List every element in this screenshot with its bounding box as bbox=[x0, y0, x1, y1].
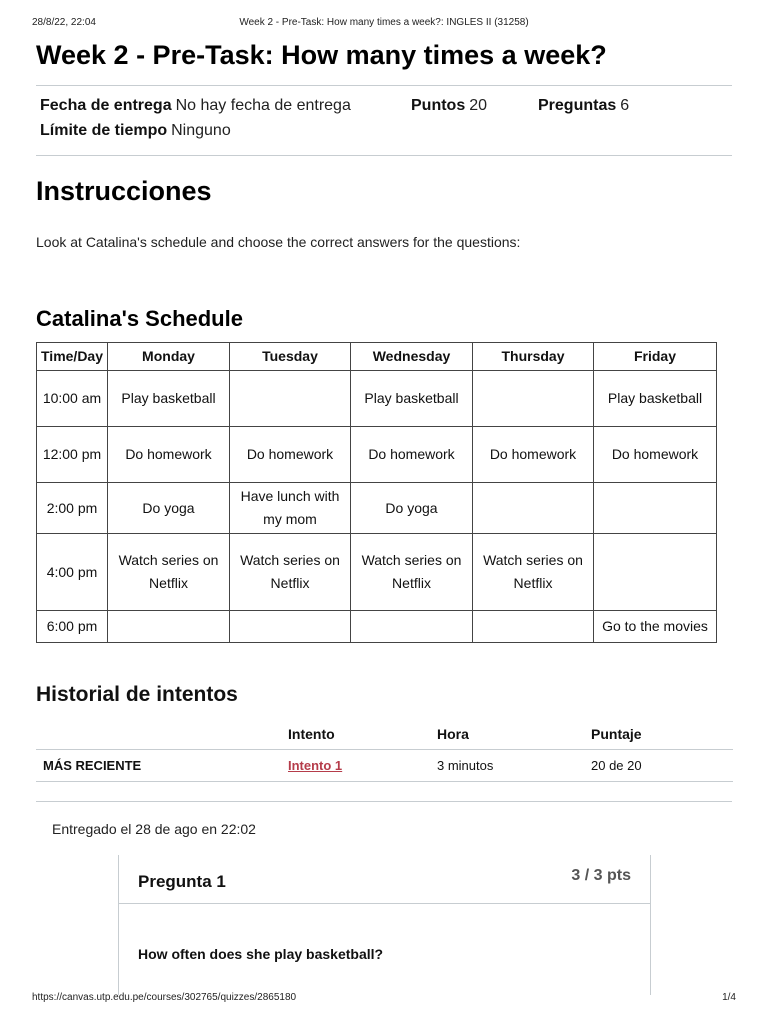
submitted-text: Entregado el 28 de ago en 22:02 bbox=[52, 821, 256, 837]
schedule-time-cell: 12:00 pm bbox=[37, 427, 108, 483]
question-card bbox=[118, 855, 651, 995]
instructions-text: Look at Catalina's schedule and choose the correct answers for the questions: bbox=[36, 234, 521, 250]
schedule-time-cell: 4:00 pm bbox=[37, 534, 108, 611]
history-header-cell: Puntaje bbox=[591, 719, 733, 749]
schedule-row bbox=[37, 611, 717, 643]
schedule-row bbox=[37, 427, 717, 483]
schedule-row bbox=[37, 534, 717, 611]
schedule-cell bbox=[594, 483, 717, 534]
schedule-time-cell: 2:00 pm bbox=[37, 483, 108, 534]
history-title: Historial de intentos bbox=[36, 683, 238, 706]
history-header-cell: Intento bbox=[288, 719, 437, 749]
schedule-cell: Watch series on Netflix bbox=[230, 534, 351, 611]
time-limit-label: Límite de tiempo bbox=[40, 122, 168, 139]
history-header-cell bbox=[36, 719, 288, 749]
print-page-number: 1/4 bbox=[722, 992, 736, 1003]
due-label: Fecha de entrega bbox=[40, 97, 172, 114]
history-header-row bbox=[36, 719, 733, 749]
print-footer bbox=[32, 992, 736, 1006]
schedule-cell bbox=[230, 611, 351, 643]
schedule-header-cell: Time/Day bbox=[37, 343, 108, 371]
schedule-cell: Play basketball bbox=[108, 371, 230, 427]
question-header bbox=[119, 855, 650, 904]
schedule-cell bbox=[473, 483, 594, 534]
divider bbox=[36, 801, 732, 802]
schedule-cell: Watch series on Netflix bbox=[351, 534, 473, 611]
question-title: Pregunta 1 bbox=[138, 872, 226, 891]
schedule-header-row bbox=[37, 343, 717, 371]
schedule-cell bbox=[351, 611, 473, 643]
divider bbox=[36, 155, 732, 156]
schedule-cell: Go to the movies bbox=[594, 611, 717, 643]
schedule-cell: Play basketball bbox=[594, 371, 717, 427]
quiz-meta-due bbox=[40, 97, 351, 115]
divider bbox=[36, 85, 732, 86]
points-value: 20 bbox=[469, 97, 488, 114]
schedule-header-cell: Monday bbox=[108, 343, 230, 371]
quiz-meta-questions bbox=[538, 97, 629, 115]
print-datetime: 28/8/22, 22:04 bbox=[32, 17, 96, 28]
schedule-row bbox=[37, 371, 717, 427]
quiz-meta-points bbox=[411, 97, 487, 115]
print-url: https://canvas.utp.edu.pe/courses/302765/quizzes/2865180 bbox=[32, 992, 297, 1003]
question-points: 3 / 3 pts bbox=[571, 867, 631, 884]
schedule-row bbox=[37, 483, 717, 534]
time-limit-value: Ninguno bbox=[171, 122, 231, 139]
schedule-time-cell: 6:00 pm bbox=[37, 611, 108, 643]
schedule-header-cell: Tuesday bbox=[230, 343, 351, 371]
attempt-cell bbox=[288, 749, 437, 781]
schedule-header-cell: Wednesday bbox=[351, 343, 473, 371]
schedule-cell bbox=[473, 611, 594, 643]
attempt-history-table bbox=[36, 719, 733, 782]
due-value: No hay fecha de entrega bbox=[175, 97, 351, 114]
schedule-time-cell: 10:00 am bbox=[37, 371, 108, 427]
quiz-meta-time-limit bbox=[40, 122, 231, 140]
question-text: How often does she play basketball? bbox=[138, 946, 384, 962]
schedule-cell bbox=[230, 371, 351, 427]
questions-value: 6 bbox=[620, 97, 630, 114]
schedule-cell bbox=[108, 611, 230, 643]
schedule-cell: Do homework bbox=[473, 427, 594, 483]
points-label: Puntos bbox=[411, 97, 466, 114]
schedule-cell: Do homework bbox=[594, 427, 717, 483]
schedule-cell: Play basketball bbox=[351, 371, 473, 427]
questions-label: Preguntas bbox=[538, 97, 617, 114]
schedule-title: Catalina's Schedule bbox=[36, 306, 243, 331]
instructions-heading: Instrucciones bbox=[36, 176, 212, 206]
schedule-cell: Watch series on Netflix bbox=[108, 534, 230, 611]
schedule-header-cell: Friday bbox=[594, 343, 717, 371]
print-header bbox=[32, 17, 736, 31]
schedule-cell: Have lunch with my mom bbox=[230, 483, 351, 534]
schedule-cell bbox=[473, 371, 594, 427]
schedule-cell bbox=[594, 534, 717, 611]
schedule-cell: Do homework bbox=[351, 427, 473, 483]
most-recent-label: MÁS RECIENTE bbox=[36, 749, 288, 781]
schedule-header-cell: Thursday bbox=[473, 343, 594, 371]
schedule-cell: Do homework bbox=[230, 427, 351, 483]
page-title: Week 2 - Pre-Task: How many times a week? bbox=[36, 40, 607, 70]
attempt-time: 3 minutos bbox=[437, 749, 591, 781]
attempt-link[interactable]: Intento 1 bbox=[288, 757, 343, 773]
schedule-table bbox=[36, 342, 717, 643]
schedule-cell: Do yoga bbox=[108, 483, 230, 534]
history-row bbox=[36, 749, 733, 781]
print-page-title: Week 2 - Pre-Task: How many times a week?: INGLES II (31258) bbox=[239, 17, 529, 28]
schedule-cell: Watch series on Netflix bbox=[473, 534, 594, 611]
attempt-score: 20 de 20 bbox=[591, 749, 733, 781]
schedule-cell: Do yoga bbox=[351, 483, 473, 534]
schedule-cell: Do homework bbox=[108, 427, 230, 483]
history-header-cell: Hora bbox=[437, 719, 591, 749]
